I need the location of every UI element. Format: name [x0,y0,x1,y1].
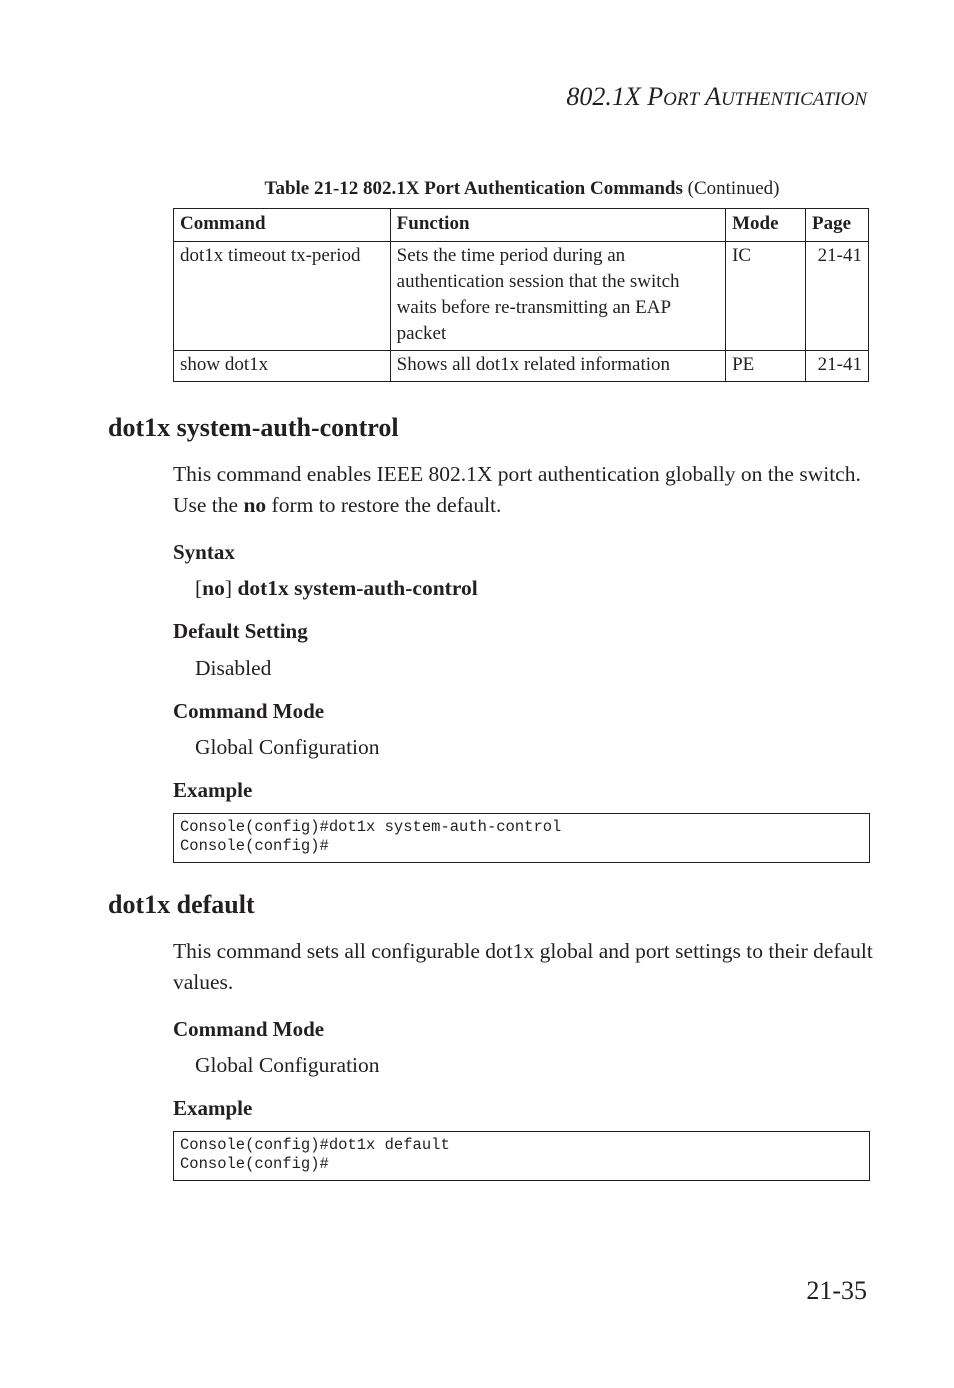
syntax-bracket-close: ] [224,576,238,600]
section1-description [173,459,873,521]
example-code-block [173,1131,870,1181]
cell-command: dot1x timeout tx-period [174,242,391,351]
header-function: Function [390,209,725,242]
default-setting-value: Disabled [195,656,272,680]
header-page: Page [806,209,869,242]
syntax-command: dot1x system-auth-control [237,576,478,600]
example-code-block [173,813,870,863]
running-head-word-port: ORT [663,89,700,110]
section-title-dot1x-default: dot1x default [108,890,255,919]
code-line: Console(config)#dot1x system-auth-control [180,818,562,836]
table-row [174,242,869,351]
cell-command: show dot1x [174,351,391,382]
syntax-line [195,574,478,602]
section2-description: This command sets all configurable dot1x global and port settings to their default values. [173,939,873,994]
syntax-bracket-open: [ [195,576,203,600]
page-number: 21-35 [806,1276,867,1305]
cell-page: 21-41 [806,242,869,351]
command-mode-heading: Command Mode [173,1017,325,1041]
cell-function: Sets the time period during an authentication session that the switch waits before re-transmitting an EAP packet [390,242,725,351]
code-line: Console(config)#dot1x default [180,1136,450,1154]
running-head-initial-p: P [647,82,664,111]
example-heading: Example [173,1096,253,1120]
running-head-word-authentication: UTHENTICATION [720,89,867,110]
header-command: Command [174,209,391,242]
section1-description-text: This command enables IEEE 802.1X port authentication globally on the switch. Use the [173,462,861,517]
command-mode-heading: Command Mode [173,699,325,723]
table-caption-continued: (Continued) [682,178,780,199]
cell-page: 21-41 [806,351,869,382]
table-row [174,351,869,382]
section-title-system-auth-control: dot1x system-auth-control [108,413,399,442]
code-line: Console(config)# [180,837,329,855]
example-heading: Example [173,778,253,802]
cell-mode: PE [726,351,806,382]
cell-function: Shows all dot1x related information [390,351,725,382]
section1-description-text-end: form to restore the default. [266,493,502,517]
header-mode: Mode [726,209,806,242]
running-head-initial-a: A [705,82,721,111]
running-head-prefix: 802.1X [566,82,648,111]
table-header-row [174,209,869,242]
syntax-no-keyword: no [202,576,225,600]
table-caption [174,176,870,202]
code-line: Console(config)# [180,1155,329,1173]
cell-mode: IC [726,242,806,351]
command-mode-value: Global Configuration [195,735,380,759]
section1-description-keyword: no [243,493,267,517]
running-head [566,80,867,117]
command-mode-value: Global Configuration [195,1053,380,1077]
table-caption-title: Table 21-12 802.1X Port Authentication Commands [264,178,683,199]
syntax-heading: Syntax [173,540,235,564]
default-setting-heading: Default Setting [173,619,308,643]
command-table [173,208,869,382]
